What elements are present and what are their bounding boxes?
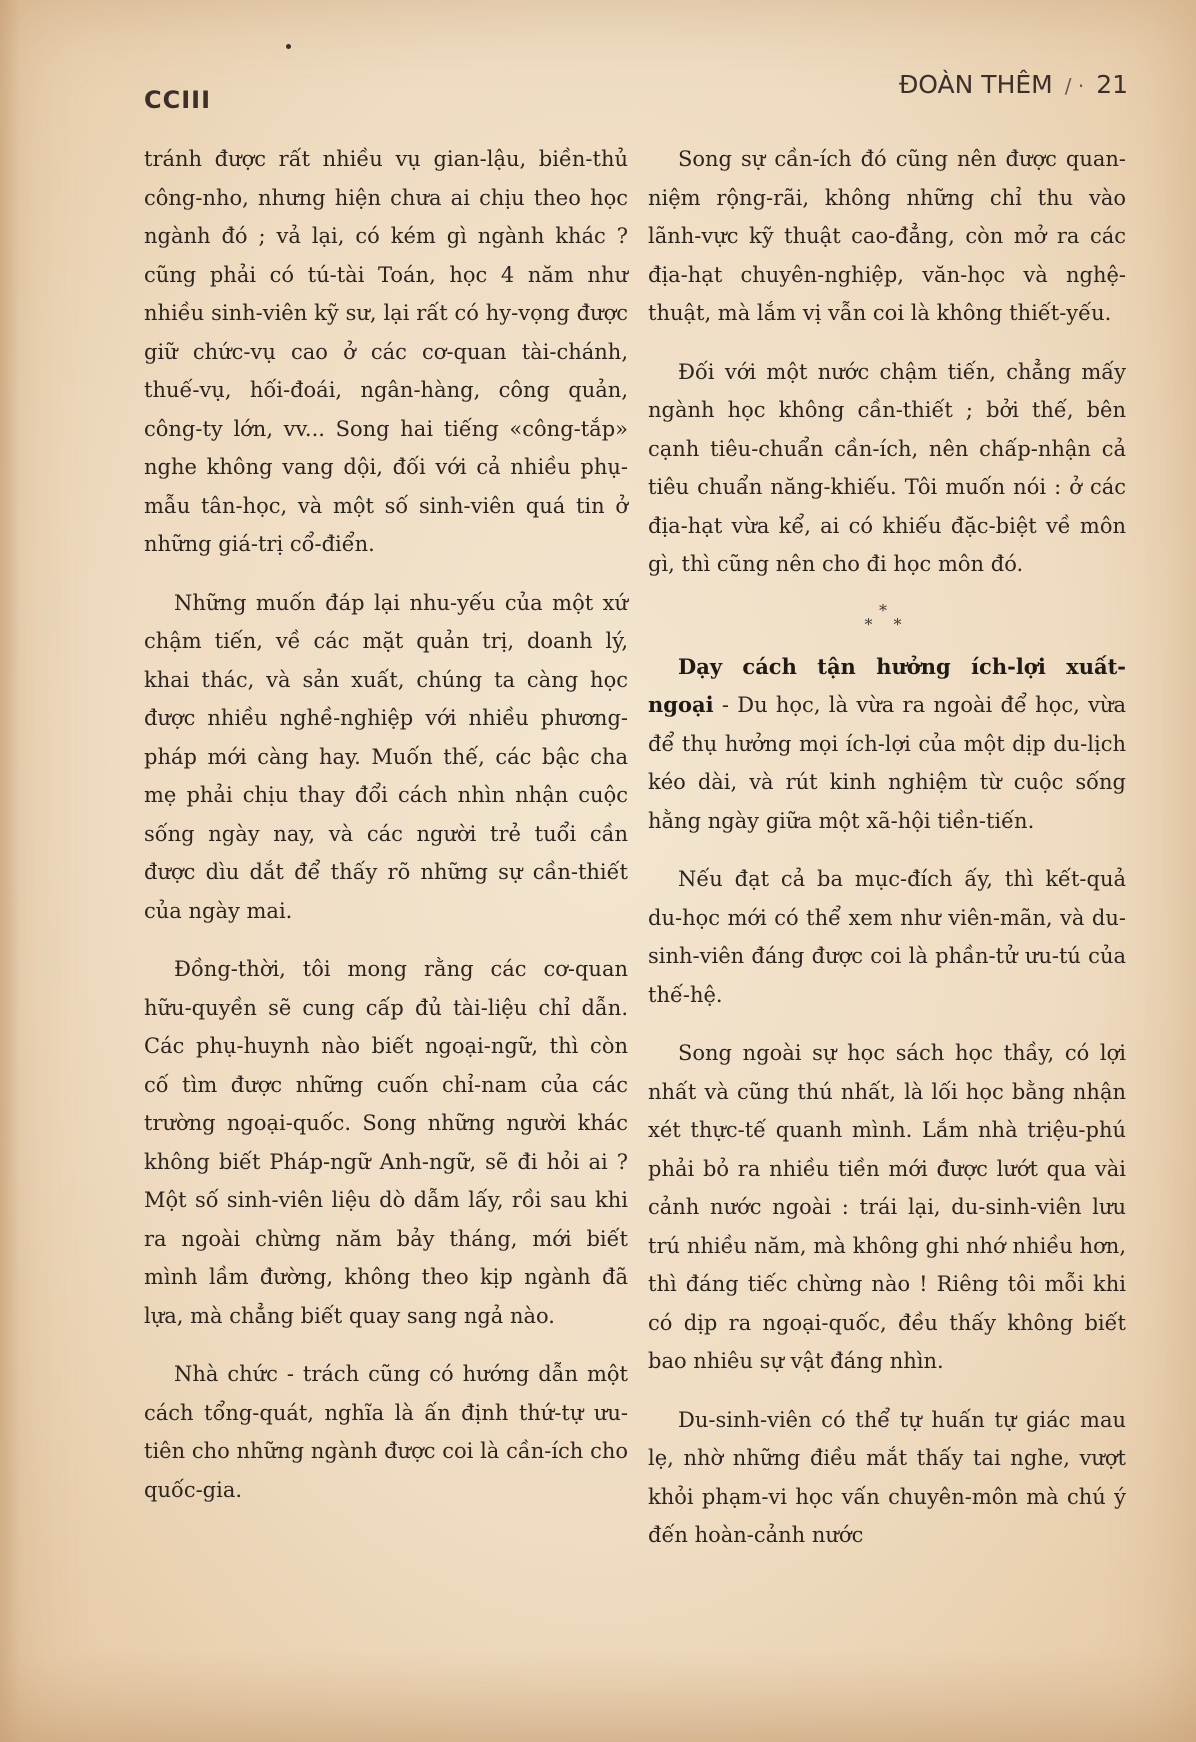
page-left-edge [0,0,20,1742]
separator-bottom: * * [864,614,910,634]
section-separator [648,600,1126,634]
section-heading: Dạy cách tận hưởng ích-lợi xuất-ngoại [648,653,1126,717]
paragraph-2: Những muốn đáp lại nhu-yếu của một xứ chậm tiến, về các mặt quản trị, doanh lý, khai thác, và sản xuất, chúng ta càng học được nhiều nghề-nghiệp với nhiều phương-pháp mới càng hay. Muốn thế, các bậc cha mẹ phải chịu thay đổi cách nhìn nhận cuộc sống ngày nay, và các người trẻ tuổi cần được dìu dắt để thấy rõ những sự cần-thiết của ngày mai. [144,590,628,923]
author-name: ĐOÀN THÊM [898,70,1053,99]
paragraph-4: Nhà chức - trách cũng có hướng dẫn một cách tổng-quát, nghĩa là ấn định thứ-tự ưu-tiên cho những ngành được coi là cần-ích cho quốc-gia. [144,1362,628,1502]
left-column [144,140,628,1529]
right-column [648,140,1126,1575]
paragraph-7: Nếu đạt cả ba mục-đích ấy, thì kết-quả du-học mới có thể xem như viên-mãn, và du-sinh-viên đáng được coi là phần-tử ưu-tú của thế-hệ. [648,867,1126,1007]
paragraph-3: Đồng-thời, tôi mong rằng các cơ-quan hữu-quyền sẽ cung cấp đủ tài-liệu chỉ dẫn. Các phụ-huynh nào biết ngoại-ngữ, thì còn cố tìm được những cuốn chỉ-nam của các trường ngoại-quốc. Song những người khác không biết Pháp-ngữ Anh-ngữ, sẽ đi hỏi ai ? Một số sinh-viên liệu dò dẫm lấy, rồi sau khi ra ngoài chừng năm bảy tháng, mới biết mình lầm đường, không theo kịp ngành đã lựa, mà chẳng biết quay sang ngả nào. [144,957,628,1328]
paragraph-5: Song sự cần-ích đó cũng nên được quan-niệm rộng-rãi, không những chỉ thu vào lãnh-vực kỹ thuật cao-đẳng, còn mở ra các địa-hạt chuyên-nghiệp, văn-học và nghệ-thuật, mà lắm vị vẫn coi là không thiết-yếu. [648,147,1126,325]
separator-top: * [879,600,895,620]
ink-dot [286,44,291,49]
section-paragraph [648,648,1126,841]
section-intro: - Du học, là vừa ra ngoài để học, vừa để thụ hưởng mọi ích-lợi của một dịp du-lịch kéo dài, và rút kinh nghiệm từ cuộc sống hằng ngày giữa một xã-hội tiền-tiến. [648,693,1126,833]
page-number: 21 [1096,70,1128,99]
page-bottom-edge [0,1652,1196,1742]
paragraph-8: Song ngoài sự học sách học thầy, có lợi nhất và cũng thú nhất, là lối học bằng nhận xét thực-tế quanh mình. Lắm nhà triệu-phú phải bỏ ra nhiều tiền mới được lướt qua vài cảnh nước ngoài : trái lại, du-sinh-viên lưu trú nhiều năm, mà không ghi nhớ nhiều hơn, thì đáng tiếc chừng nào ! Riêng tôi mỗi khi có dịp ra ngoại-quốc, đều thấy không biết bao nhiêu sự vật đáng nhìn. [648,1041,1126,1373]
paragraph-6: Đối với một nước chậm tiến, chẳng mấy ngành học không cần-thiết ; bởi thế, bên cạnh tiêu-chuẩn cần-ích, nên chấp-nhận cả tiêu chuẩn năng-khiếu. Tôi muốn nói : ở các địa-hạt vừa kể, ai có khiếu đặc-biệt về môn gì, thì cũng nên cho đi học môn đó. [648,359,1126,576]
page-header-code: CCIII [144,86,212,114]
paragraph-9: Du-sinh-viên có thể tự huấn tự giác mau lẹ, nhờ những điều mắt thấy tai nghe, vượt khỏi phạm-vi học vấn chuyên-môn mà chú ý đến hoàn-cảnh nước [648,1407,1126,1547]
header-separator: / · [1064,74,1085,98]
paragraph-1: tránh được rất nhiều vụ gian-lậu, biền-thủ công-nho, nhưng hiện chưa ai chịu theo học ngành đó ; vả lại, có kém gì ngành khác ? cũng phải có tú-tài Toán, học 4 năm như nhiều sinh-viên kỹ sư, lại rất có hy-vọng được giữ chức-vụ cao ở các cơ-quan tài-chánh, thuế-vụ, hối-đoái, ngân-hàng, công quản, công-ty lớn, vv... Song hai tiếng «công-tắp» nghe không vang dội, đối với cả nhiều phụ-mẫu tân-học, và một số sinh-viên quá tin ở những giá-trị cổ-điển. [144,147,628,556]
page-running-header [899,70,1128,99]
